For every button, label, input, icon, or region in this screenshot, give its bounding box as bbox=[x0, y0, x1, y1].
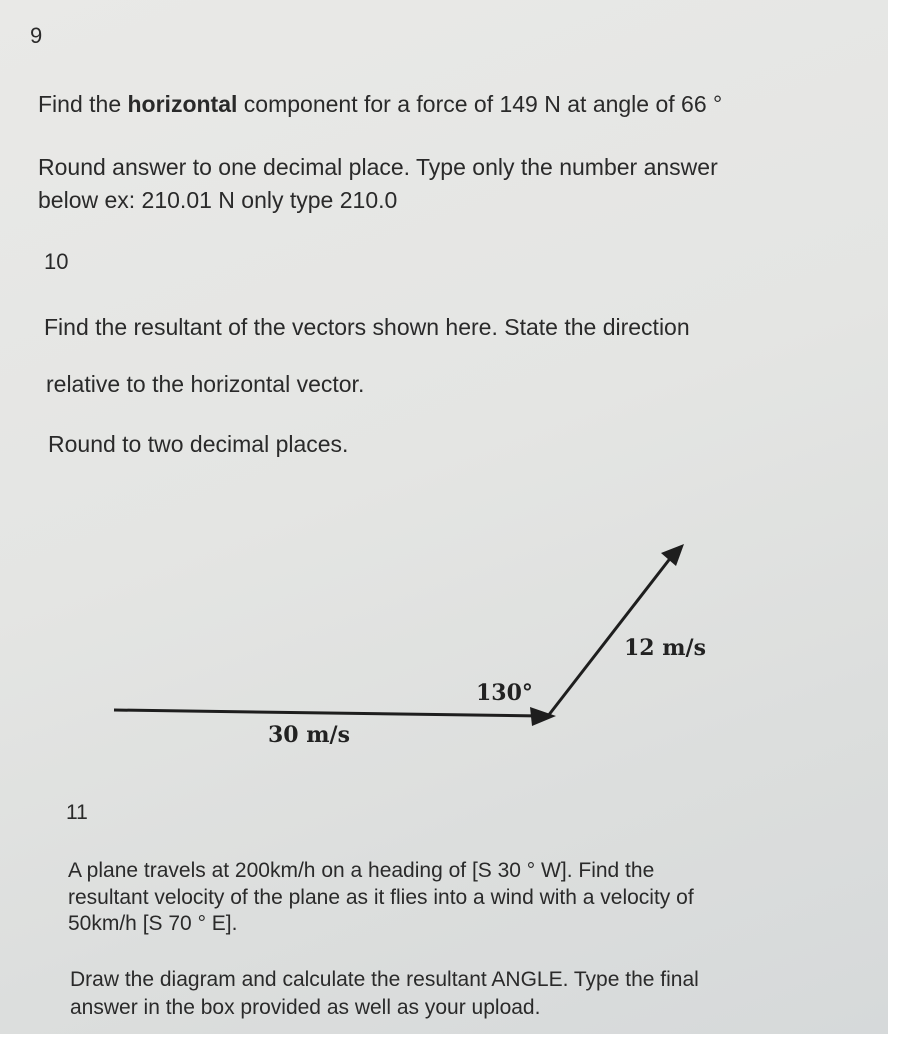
question-10-direction-note: relative to the horizontal vector. bbox=[46, 371, 365, 397]
question-9-prompt-end: component for a force of 149 N at angle of 66 ° bbox=[237, 91, 723, 117]
horizontal-vector-label: 30 m/s bbox=[268, 722, 350, 748]
question-11-instruction: Draw the diagram and calculate the resultant ANGLE. Type the final bbox=[70, 968, 699, 991]
question-10-number: 10 bbox=[44, 249, 69, 274]
horizontal-vector-line bbox=[114, 710, 542, 716]
question-9-prompt-start: Find the bbox=[38, 91, 128, 117]
question-9-example: below ex: 210.01 N only type 210.0 bbox=[38, 187, 398, 213]
question-9-instruction: Round answer to one decimal place. Type only the number answer bbox=[38, 154, 718, 180]
question-11-number: 11 bbox=[66, 801, 88, 824]
question-11-prompt: A plane travels at 200km/h on a heading of [S 30 ° W]. Find the bbox=[68, 859, 655, 882]
question-11-wind-heading: 50km/h [S 70 ° E]. bbox=[68, 912, 238, 935]
question-10-rounding-note: Round to two decimal places. bbox=[48, 431, 349, 457]
question-11-upload-note: answer in the box provided as well as your upload. bbox=[70, 996, 541, 1019]
angled-vector-arrowhead bbox=[661, 544, 684, 566]
question-9-number: 9 bbox=[30, 23, 43, 48]
question-9-bold-keyword: horizontal bbox=[127, 91, 238, 117]
angle-label: 130° bbox=[476, 680, 533, 706]
question-10-prompt: Find the resultant of the vectors shown here. State the direction bbox=[44, 314, 690, 340]
angled-vector-label: 12 m/s bbox=[624, 635, 706, 661]
question-11-prompt-cont: resultant velocity of the plane as it flies into a wind with a velocity of bbox=[68, 886, 694, 909]
